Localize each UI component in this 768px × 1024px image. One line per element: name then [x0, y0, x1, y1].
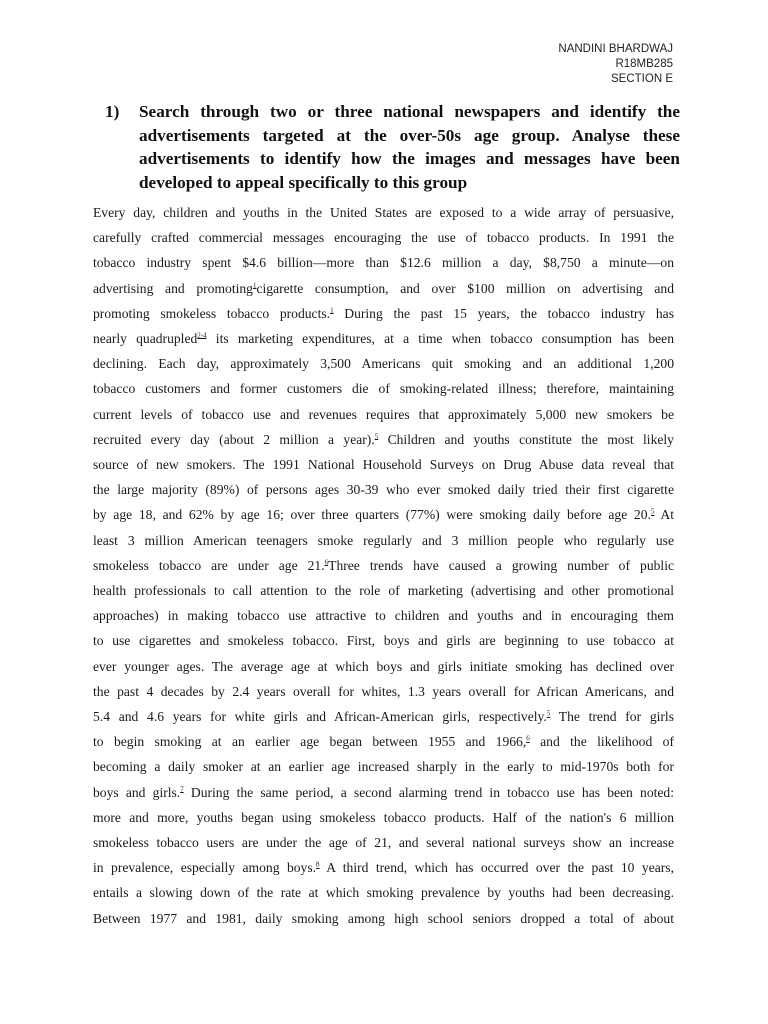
- body-line: [93, 679, 674, 704]
- body-text-segment: declining. Each day, approximately 3,500 Americans quit smoking and an additional 1,200: [93, 356, 674, 372]
- body-line: [93, 250, 674, 275]
- footnote-reference[interactable]: 8: [316, 860, 320, 869]
- body-text-segment: to begin smoking at an earlier age began between 1955 and 1966,: [93, 734, 527, 750]
- body-text-segment: During the same period, a second alarming trend in tobacco use has been noted:: [183, 784, 674, 800]
- body-line: [93, 351, 674, 376]
- body-text-segment: health professionals to call attention to the role of marketing (advertising and other promotional: [93, 583, 674, 599]
- body-text-segment: carefully crafted commercial messages encouraging the use of tobacco products. In 1991 the: [93, 230, 674, 246]
- body-line: [93, 578, 674, 603]
- body-text-segment: entails a slowing down of the rate at which smoking prevalence by youths had been decreasing.: [93, 885, 674, 901]
- body-text-segment: nearly quadrupled: [93, 331, 198, 347]
- body-line: [93, 729, 674, 754]
- body-text-segment: current levels of tobacco use and revenues requires that approximately 5,000 new smokers be: [93, 406, 674, 422]
- body-line: [93, 225, 674, 250]
- body-text-segment: Every day, children and youths in the United States are exposed to a wide array of persuasive,: [93, 205, 674, 220]
- body-text-segment: the past 4 decades by 2.4 years overall for whites, 1.3 years overall for African Americans, and: [93, 683, 674, 699]
- body-line: [93, 402, 674, 427]
- body-line: [93, 276, 674, 301]
- body-text-segment: tobacco customers and former customers die of smoking-related illness; therefore, maintaining: [93, 381, 674, 397]
- body-text-segment: promoting smokeless tobacco products.: [93, 305, 331, 321]
- body-text-segment: advertising and promoting: [93, 280, 253, 296]
- body-text-segment: Between 1977 and 1981, daily smoking among high school seniors dropped a total of about: [93, 910, 674, 926]
- body-line: [93, 628, 674, 653]
- body-text-segment: in prevalence, especially among boys.: [93, 860, 317, 876]
- question-number: 1): [105, 102, 120, 121]
- footnote-reference[interactable]: 6: [324, 558, 329, 567]
- body-text-segment: approaches) in making tobacco use attractive to children and youths and in encouraging them: [93, 608, 674, 624]
- body-line: [93, 301, 674, 326]
- body-text-segment: 5.4 and 4.6 years for white girls and African-American girls, respectively.: [93, 709, 547, 725]
- body-text-segment: its marketing expenditures, at a time when tobacco consumption has been: [206, 331, 674, 347]
- footnote-reference[interactable]: 6: [526, 734, 530, 743]
- body-line: [93, 376, 674, 401]
- body-text-segment: cigarette consumption, and over $100 million on advertising and: [256, 280, 674, 296]
- body-text-segment: least 3 million American teenagers smoke regularly and 3 million people who regularly use: [93, 532, 674, 548]
- footnote-reference[interactable]: 1: [252, 281, 257, 290]
- footnote-reference[interactable]: 2-4: [197, 331, 207, 340]
- footnote-reference[interactable]: 5: [650, 507, 655, 516]
- body-line: [93, 326, 674, 351]
- footnote-reference[interactable]: 5: [546, 709, 551, 718]
- body-text-segment: the large majority (89%) of persons ages 30-39 who ever smoked daily tried their first cigarette: [93, 482, 674, 498]
- body-text-segment: to use cigarettes and smokeless tobacco. First, boys and girls are beginning to use tobacco at: [93, 633, 674, 649]
- body-paragraph: [93, 200, 674, 931]
- body-line: [93, 880, 674, 905]
- body-line: [93, 477, 674, 502]
- author-header: [558, 42, 673, 87]
- body-text-segment: boys and girls.: [93, 784, 181, 800]
- body-text-segment: ever younger ages. The average age at which boys and girls initiate smoking has declined over: [93, 658, 674, 674]
- body-line: [93, 780, 674, 805]
- body-line: [93, 603, 674, 628]
- body-text-segment: smokeless tobacco users are under the age of 21, and several national surveys show an increase: [93, 835, 674, 851]
- body-line: [93, 830, 674, 855]
- body-text-segment: smokeless tobacco are under age 21.: [93, 557, 325, 573]
- body-line: [93, 427, 674, 452]
- body-text-segment: becoming a daily smoker at an earlier age increased sharply in the early to mid-1970s both for: [93, 759, 674, 775]
- body-line: [93, 704, 674, 729]
- footnote-reference[interactable]: 7: [180, 785, 184, 794]
- body-text-segment: A third trend, which has occurred over the past 10 years,: [319, 860, 674, 876]
- question-text: Search through two or three national newspapers and identify the advertisements targeted at the over-50s age group. Analyse these advertisements to identify how the images and messages have been developed to appeal specifically to this group: [139, 102, 680, 192]
- body-line: [93, 906, 674, 931]
- body-text-segment: by age 18, and 62% by age 16; over three quarters (77%) were smoking daily before age 20.: [93, 507, 651, 523]
- body-line: [93, 855, 674, 880]
- question-heading: [105, 100, 680, 194]
- body-text-segment: recruited every day (about 2 million a year).: [93, 431, 375, 447]
- body-text-segment: Three trends have caused a growing number of public: [328, 557, 674, 573]
- footnote-reference[interactable]: 1: [330, 306, 334, 315]
- body-text-segment: more and more, youths began using smokeless tobacco products. Half of the nation's 6 million: [93, 809, 674, 825]
- body-text-segment: source of new smokers. The 1991 National Household Surveys on Drug Abuse data reveal that: [93, 457, 674, 473]
- body-text-segment: tobacco industry spent $4.6 billion—more than $12.6 million a day, $8,750 a minute—on: [93, 255, 674, 271]
- body-line: [93, 805, 674, 830]
- roll-number: R18MB285: [615, 58, 673, 70]
- body-line: [93, 553, 674, 578]
- body-line: [93, 528, 674, 553]
- body-line: [93, 754, 674, 779]
- body-text-segment: At: [654, 507, 674, 523]
- body-line: [93, 452, 674, 477]
- footnote-reference[interactable]: 5: [374, 432, 379, 441]
- body-line: [93, 654, 674, 679]
- body-text-segment: During the past 15 years, the tobacco industry has: [333, 305, 674, 321]
- body-text-segment: and the likelihood of: [529, 734, 674, 750]
- body-line: [93, 200, 674, 225]
- body-line: [93, 502, 674, 527]
- body-text-segment: Children and youths constitute the most likely: [378, 431, 674, 447]
- section-label: SECTION E: [611, 73, 673, 85]
- body-text-segment: The trend for girls: [550, 709, 674, 725]
- author-name: NANDINI BHARDWAJ: [558, 43, 673, 55]
